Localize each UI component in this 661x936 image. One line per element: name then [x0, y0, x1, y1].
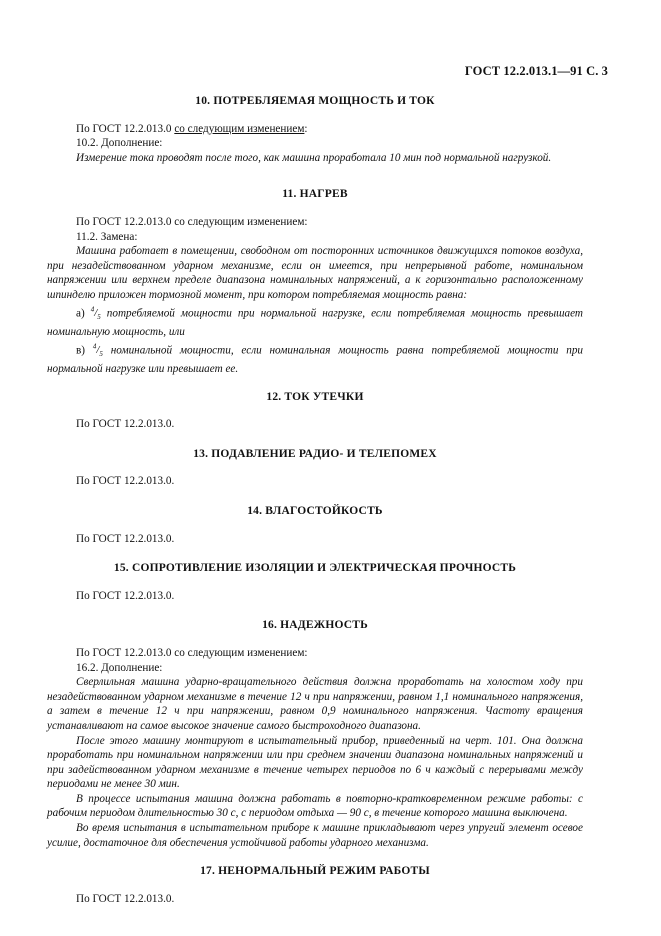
section-12-title: 12. ТОК УТЕЧКИ — [266, 390, 364, 403]
section-10-body: Измерение тока проводят после того, как машина проработала 10 мин под нормальной нагрузкой. — [76, 151, 552, 164]
section-16-ref: По ГОСТ 12.2.013.0 со следующим изменением: — [76, 646, 308, 659]
fraction-four-fifths: $^4/_5$ — [90, 305, 101, 322]
section-12-ref: По ГОСТ 12.2.013.0. — [76, 418, 175, 431]
section-10-sub: 10.2. Дополнение: — [76, 137, 163, 150]
section-13-ref: По ГОСТ 12.2.013.0. — [76, 475, 175, 488]
fraction-four-fifths: $^4/_5$ — [92, 342, 103, 359]
section-11-sub: 11.2. Замена: — [76, 230, 138, 243]
section-16-para-4: Во время испытания в испытательном приборе к машине прикладывают через упругий элемент осевое усилие, достаточное для обеспечения устойчивой работы ударного механизма. — [47, 822, 583, 849]
section-14-ref: По ГОСТ 12.2.013.0. — [76, 532, 175, 545]
section-16-para-1: Сверлильная машина ударно-вращательного действия должна проработать на холостом ходу при незадействованном ударном механизме в течение 12 ч при напряжении, равном 1,1 номинального напряжения, а затем в течение 12 ч при напряжении, равном 0,9 номинального напряжения. Частоту вращения устанавливают на самое высокое значение самого быстроходного диапазона. — [47, 676, 583, 732]
section-15-ref: По ГОСТ 12.2.013.0. — [76, 589, 175, 602]
section-17-title: 17. НЕНОРМАЛЬНЫЙ РЕЖИМ РАБОТЫ — [200, 865, 430, 878]
section-15-title: 15. СОПРОТИВЛЕНИЕ ИЗОЛЯЦИИ И ЭЛЕКТРИЧЕСКАЯ ПРОЧНОСТЬ — [113, 562, 517, 575]
section-13-title: 13. ПОДАВЛЕНИЕ РАДИО- И ТЕЛЕПОМЕХ — [193, 447, 437, 460]
section-17-ref: По ГОСТ 12.2.013.0. — [76, 892, 175, 905]
section-11-item-a: а) $^4/_5$ потребляемой мощности при нормальной нагрузке, если потребляемая мощность превышает номинальную мощность, или — [47, 305, 584, 338]
section-11-item-b: в) $^4/_5$ номинальной мощности, если номинальная мощность равна потребляемой мощности при нормальной нагрузке или превышает ее. — [47, 342, 584, 375]
section-16-sub: 16.2. Дополнение: — [76, 661, 163, 674]
section-11-body: Машина работает в помещении, свободном от посторонних источников движущихся потоков воздуха, при незадействованном ударном механизме, если он имеется, при непрерывной работе, номинальном напряжении или верхнем пределе диапазона номинальных напряжений, а к горизонтально расположенному шпинделю приложен тормозной момент, при котором потребляемая мощность равна: — [47, 245, 583, 301]
page-header: ГОСТ 12.2.013.1—91 С. 3 — [464, 64, 608, 78]
section-16-title: 16. НАДЕЖНОСТЬ — [262, 619, 368, 632]
section-16-para-3: В процессе испытания машина должна работать в повторно-кратковременном режиме работы: с рабочим периодом длительностью 30 с, с периодом отдыха — 90 с, в течение которого машина выключена. — [47, 792, 583, 820]
section-10-title: 10. ПОТРЕБЛЯЕМАЯ МОЩНОСТЬ И ТОК — [195, 95, 435, 107]
section-11-ref: По ГОСТ 12.2.013.0 со следующим изменением: — [76, 215, 308, 228]
section-14-title: 14. ВЛАГОСТОЙКОСТЬ — [247, 504, 383, 517]
change-link: со следующим изменением — [174, 122, 305, 135]
section-16-para-2: После этого машину монтируют в испытательный прибор, приведенный на черт. 101. Она должна проработать при номинальном напряжении или при среднем значении диапазона номинальных напряжений и при задействованном ударном механизме в течение четырех периодов по 6 ч каждый с перерывами между периодами не менее 30 мин. — [47, 734, 583, 791]
section-11-title: 11. НАГРЕВ — [282, 188, 348, 201]
section-10-ref: По ГОСТ 12.2.013.0 со следующим изменением: — [76, 122, 308, 135]
document-body — [47, 94, 583, 906]
